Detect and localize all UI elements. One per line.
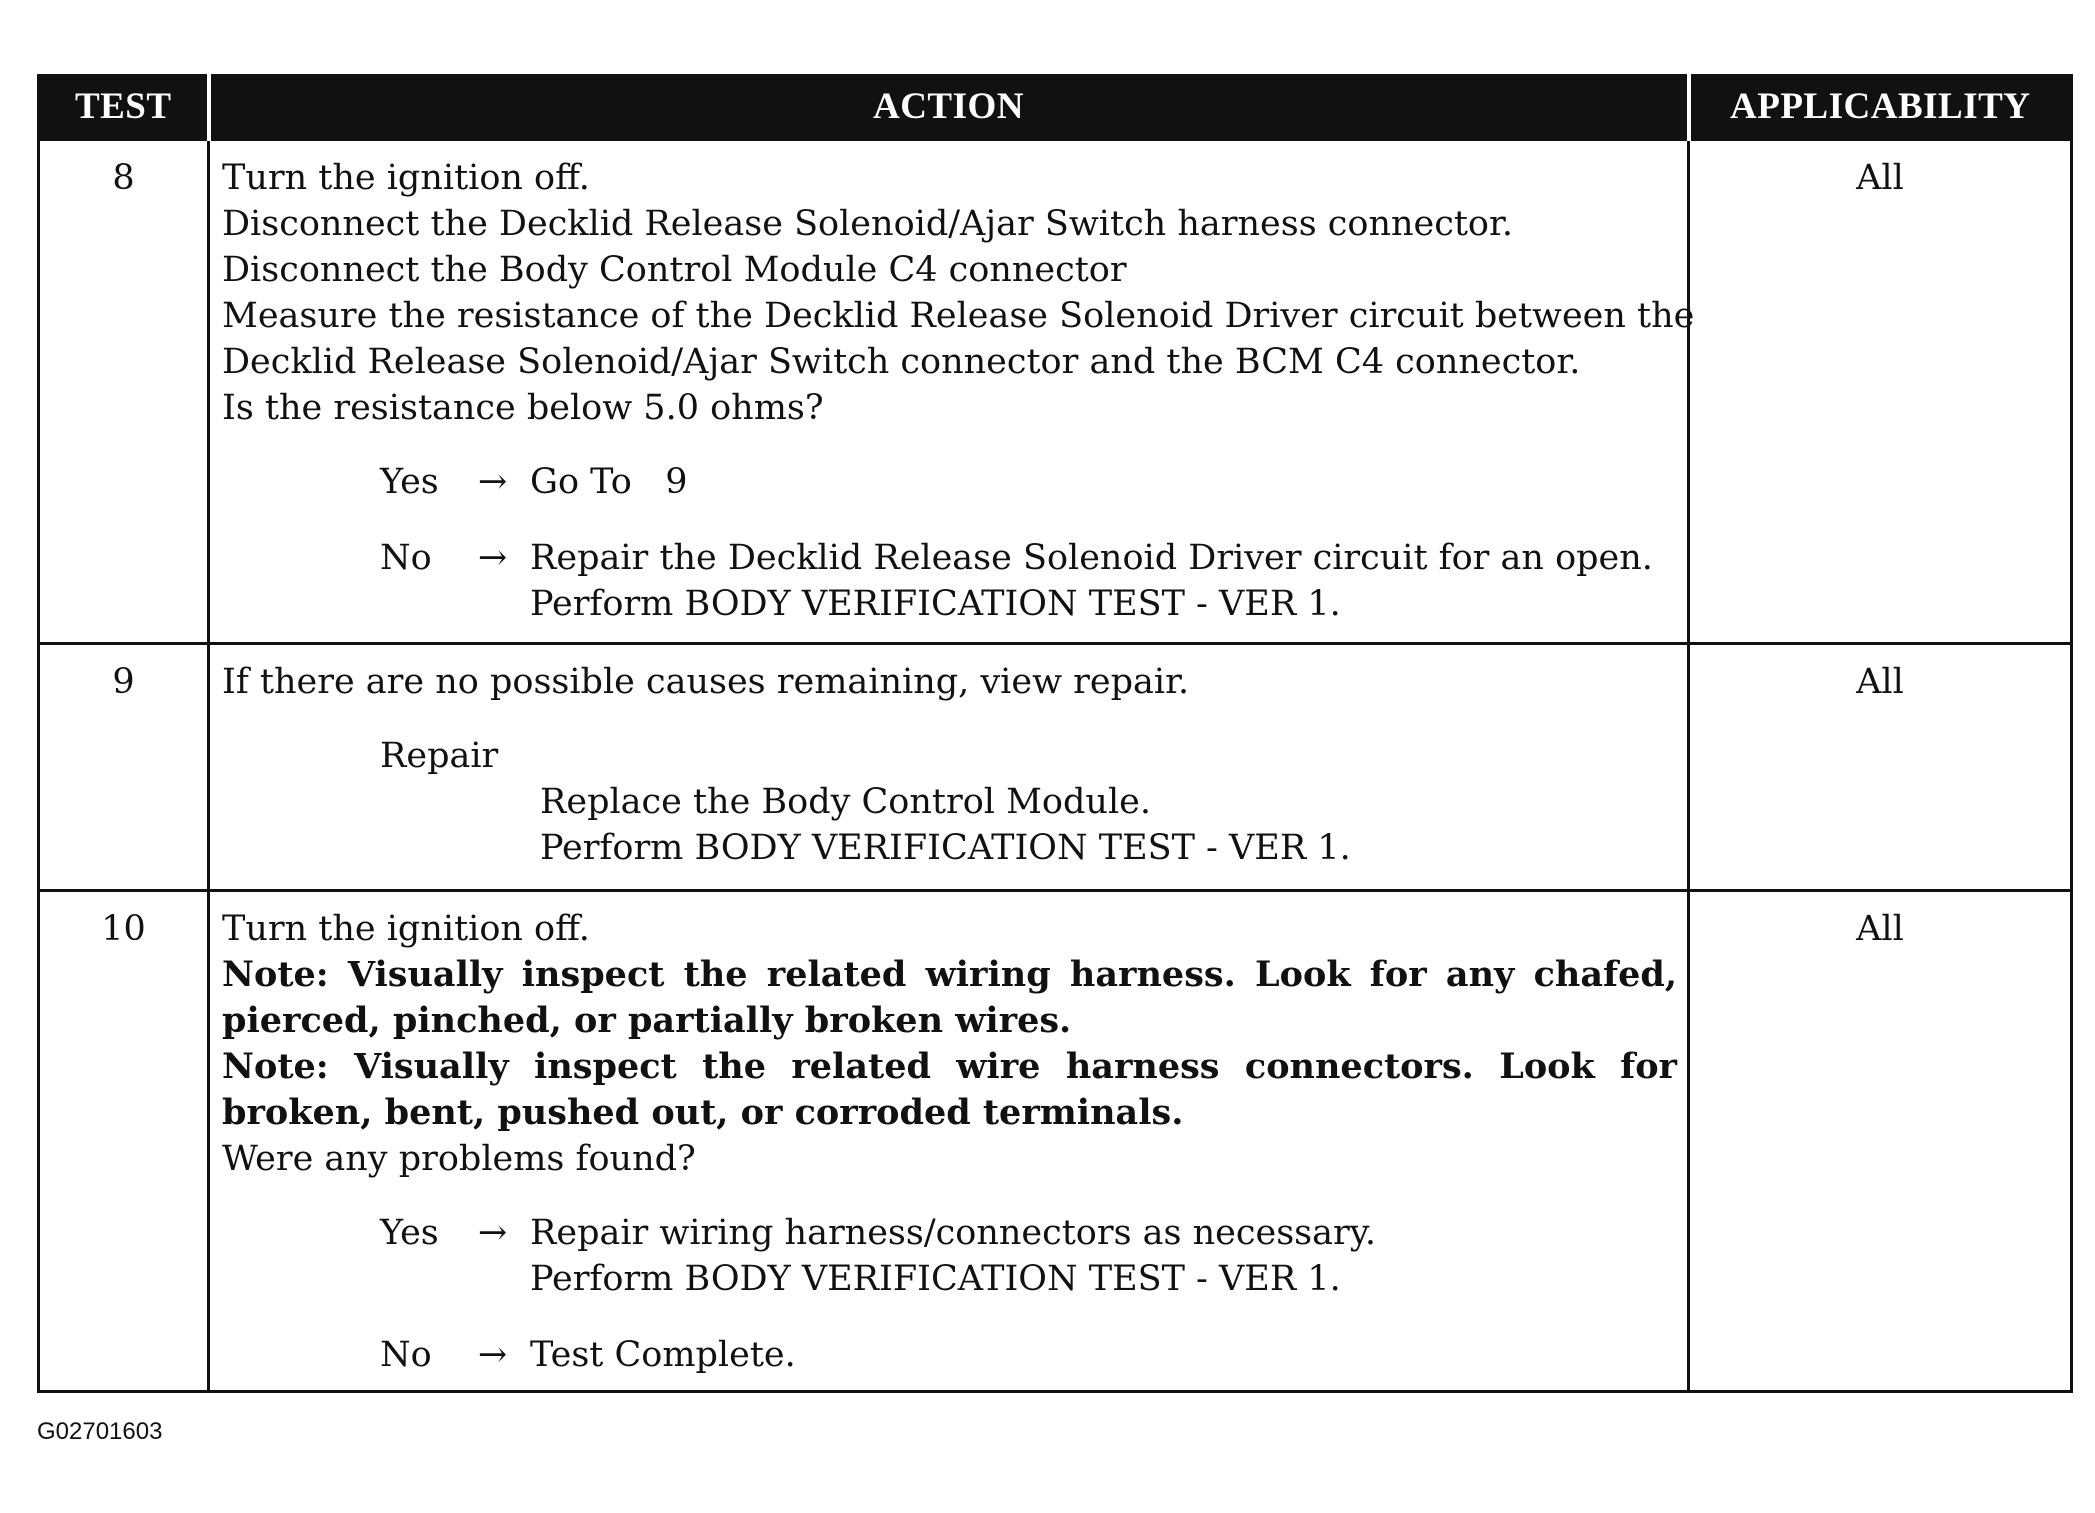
action-question: Were any problems found? (222, 1139, 696, 1179)
action-cell (209, 644, 1689, 891)
figure-id: G02701603 (37, 1418, 163, 1445)
answer-line: Perform BODY VERIFICATION TEST - VER 1. (530, 584, 1341, 624)
table-header-row (39, 74, 2072, 140)
repair-text (540, 779, 1677, 871)
answer-yes (380, 1210, 1677, 1302)
action-step: Turn the ignition off. (222, 158, 590, 198)
answer-line: Perform BODY VERIFICATION TEST - VER 1. (530, 1259, 1341, 1299)
inspection-note: Note: Visually inspect the related wire harness connectors. Look for broken, bent, pushed out, or corroded terminals. (222, 1046, 1677, 1133)
diagnostic-test-page (37, 74, 2070, 1393)
repair-line: Perform BODY VERIFICATION TEST - VER 1. (540, 828, 1351, 868)
diagnostic-test-table (37, 74, 2073, 1393)
answer-list (222, 1210, 1677, 1378)
arrow-right-icon: → (477, 1335, 508, 1375)
inspection-note: Note: Visually inspect the related wiring harness. Look for any chafed, pierced, pinched, or partially broken wires. (222, 954, 1677, 1041)
header-test: TEST (39, 74, 209, 140)
answer-label: Yes (380, 462, 439, 502)
answer-no (380, 1332, 1677, 1378)
header-action: ACTION (209, 74, 1689, 140)
answer-line: Go To 9 (530, 462, 688, 502)
action-question: Is the resistance below 5.0 ohms? (222, 388, 824, 428)
action-step: If there are no possible causes remaining, view repair. (222, 662, 1190, 702)
answer-list (222, 459, 1677, 627)
answer-text (530, 1332, 1677, 1378)
table-row (39, 644, 2072, 891)
answer-label: Yes (380, 1213, 439, 1253)
answer-no (380, 535, 1677, 627)
repair-line: Replace the Body Control Module. (540, 782, 1151, 822)
test-number: 8 (39, 140, 209, 644)
arrow-right-icon: → (477, 1213, 508, 1253)
action-cell (209, 891, 1689, 1392)
action-step: Decklid Release Solenoid/Ajar Switch connector and the BCM C4 connector. (222, 342, 1581, 382)
applicability: All (1689, 644, 2072, 891)
answer-line: Repair the Decklid Release Solenoid Driver circuit for an open. (530, 538, 1653, 578)
answer-text (530, 459, 1677, 505)
repair-label: Repair (380, 736, 499, 776)
applicability: All (1689, 891, 2072, 1392)
answer-line: Repair wiring harness/connectors as necessary. (530, 1213, 1376, 1253)
action-cell (209, 140, 1695, 644)
answer-label: No (380, 538, 432, 578)
applicability: All (1689, 140, 2072, 644)
action-step: Measure the resistance of the Decklid Release Solenoid Driver circuit between the (222, 296, 1695, 336)
table-row (39, 891, 2072, 1392)
arrow-right-icon: → (477, 462, 508, 502)
header-applicability: APPLICABILITY (1689, 74, 2072, 140)
answer-label: No (380, 1335, 432, 1375)
answer-yes (380, 459, 1677, 505)
action-step: Disconnect the Body Control Module C4 connector (222, 250, 1127, 290)
repair-block (380, 733, 1677, 871)
arrow-right-icon: → (477, 538, 508, 578)
answer-text (530, 1210, 1677, 1302)
answer-line: Test Complete. (530, 1335, 796, 1375)
test-number: 10 (39, 891, 209, 1392)
test-number: 9 (39, 644, 209, 891)
table-row (39, 140, 2072, 644)
action-step: Disconnect the Decklid Release Solenoid/Ajar Switch harness connector. (222, 204, 1514, 244)
answer-text (530, 535, 1677, 627)
action-step: Turn the ignition off. (222, 909, 590, 949)
